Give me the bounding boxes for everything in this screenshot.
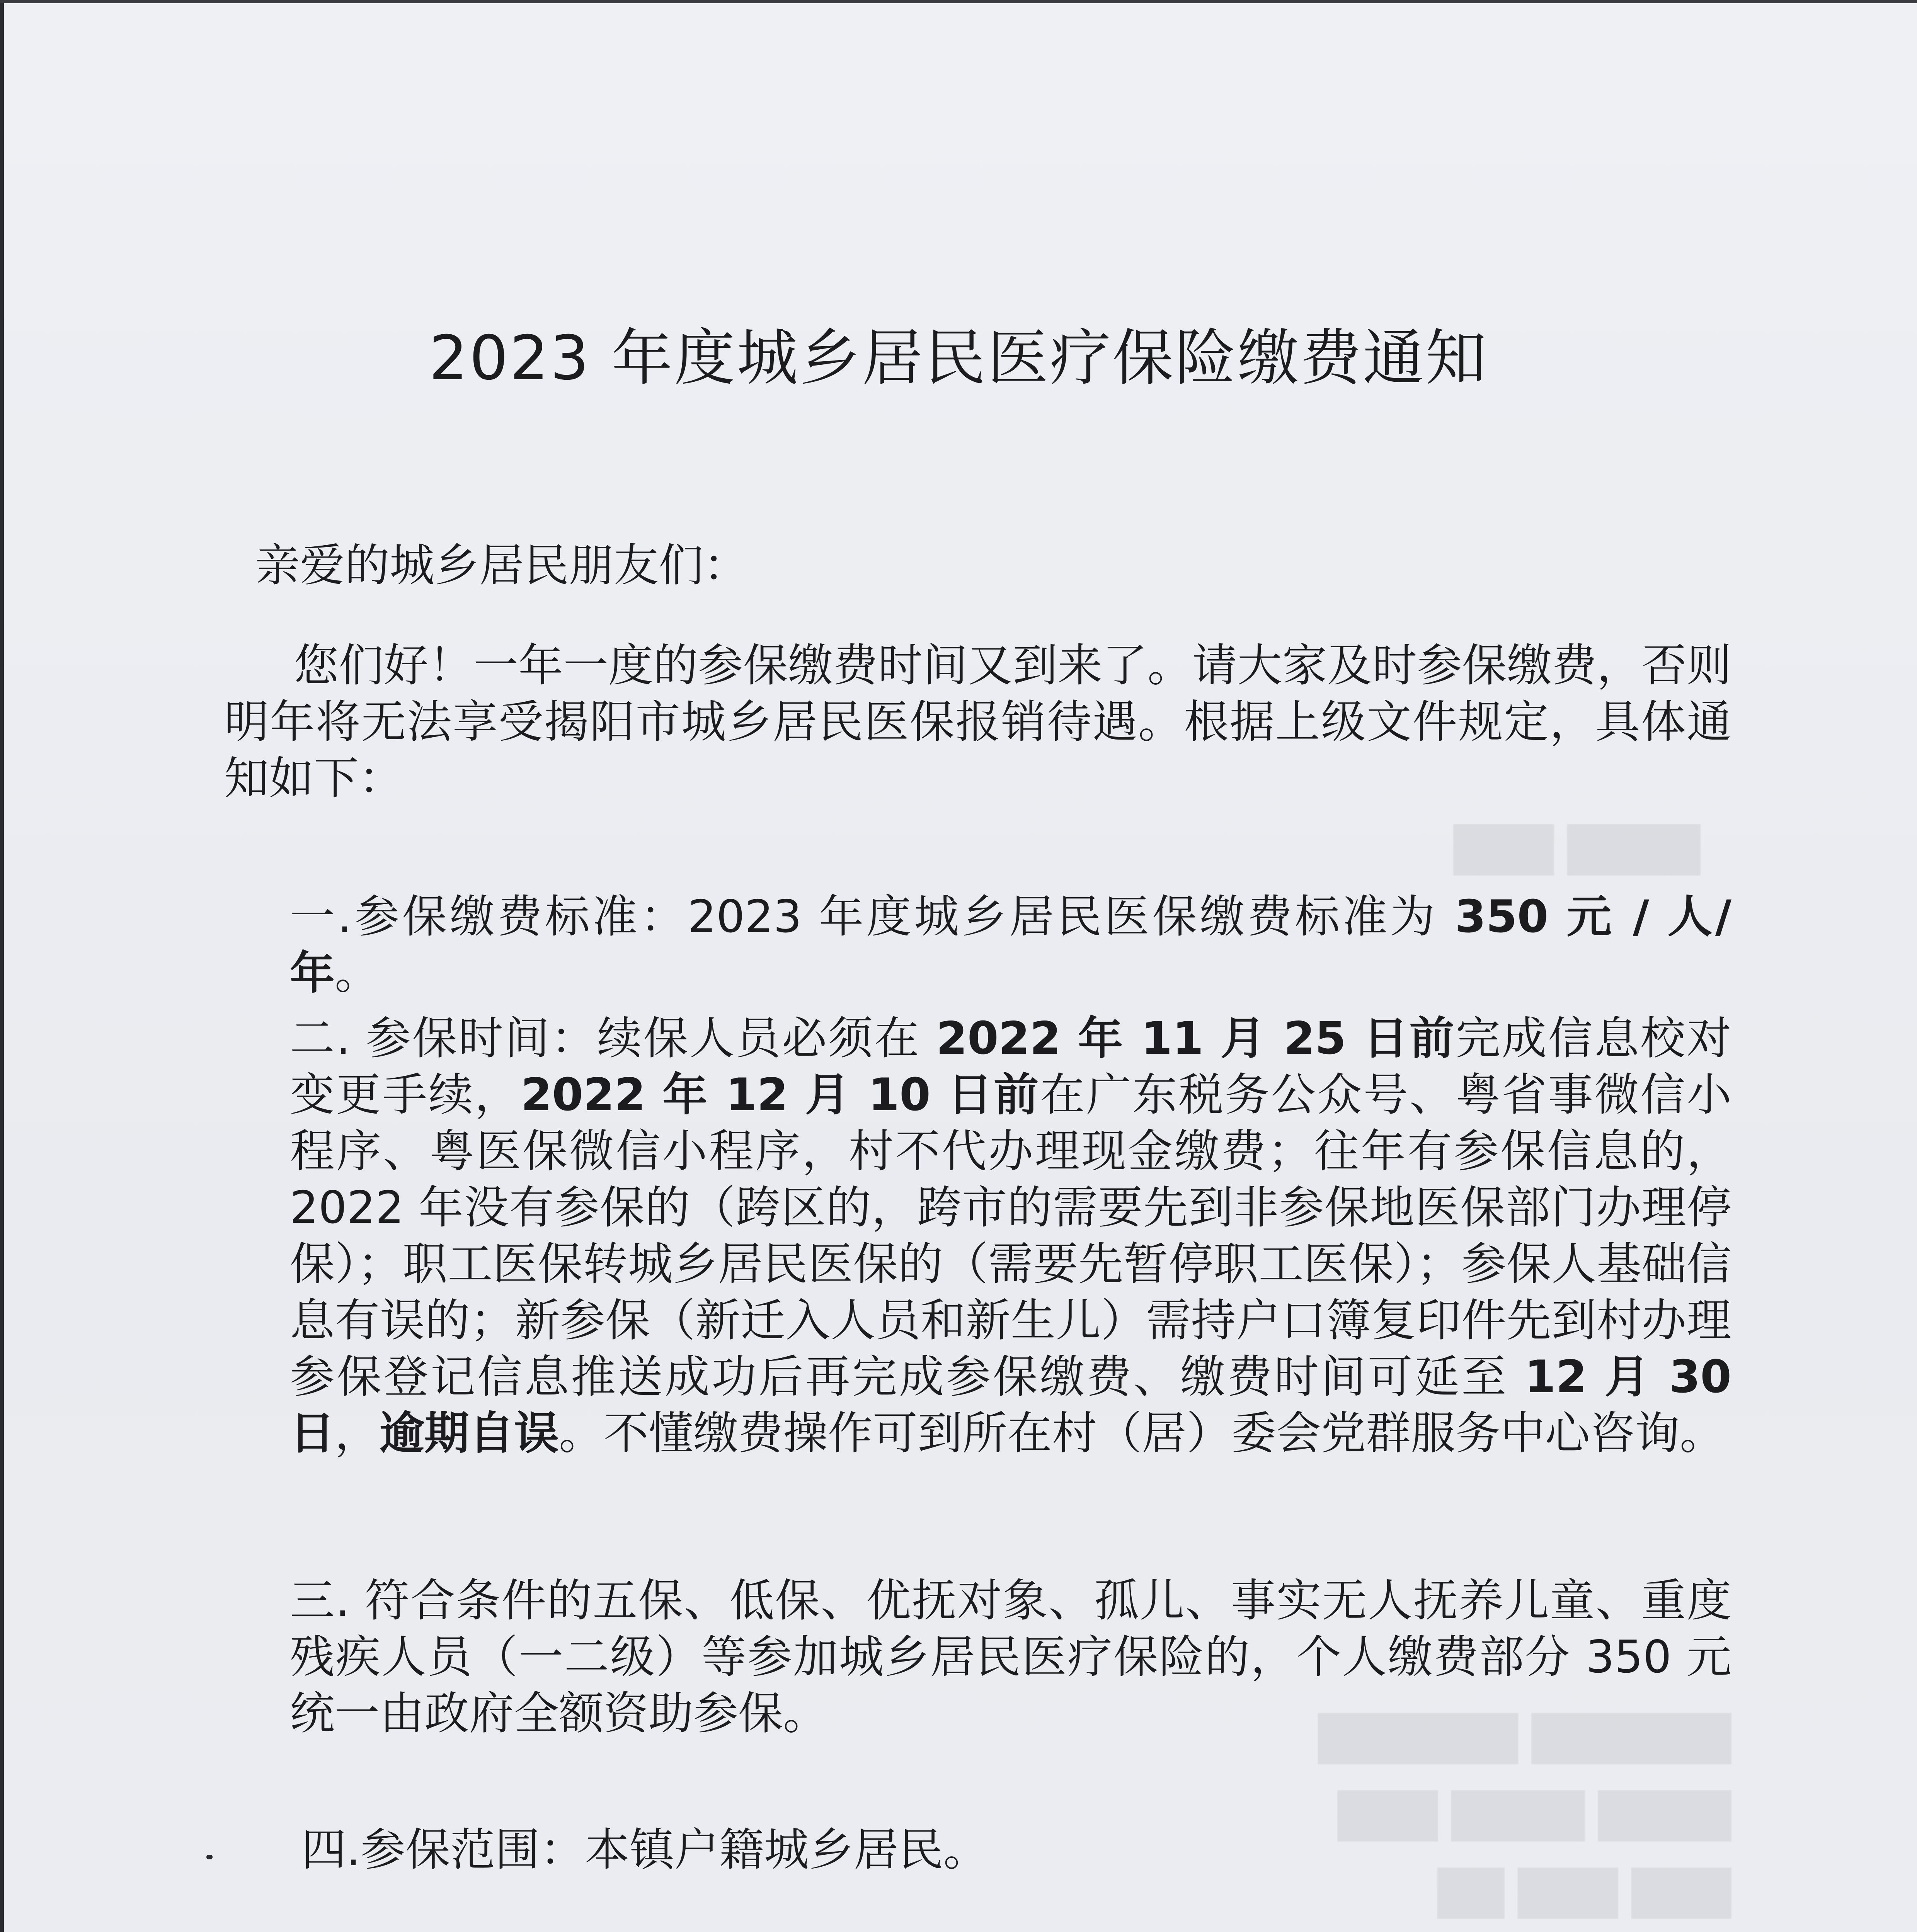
scan-edge-top: [0, 0, 1917, 3]
item-2-enrollment-time: [290, 1010, 1731, 1462]
greeting: 亲爱的城乡居民朋友们：: [255, 539, 748, 592]
item-2-seg-2: 完成信息校对变更手续，: [290, 1012, 1731, 1121]
scan-edge-left: [0, 0, 4, 1932]
intro-paragraph: 您们好！一年一度的参保缴费时间又到来了。请大家及时参保缴费，否则明年将无法享受揭阳市城乡居民医保报销待遇。根据上级文件规定，具体通知如下：: [224, 639, 1731, 804]
item-2-seg-3: 在广东税务公众号、粤省事微信小程序、粤医保微信小程序，村不代办理现金缴费；往年有参保信息的，2022 年没有参保的（跨区的，跨市的需要先到非参保地医保部门办理停保）；职工医保转城乡居民医保的（需要先暂停职工医保）；参保人基础信息有误的；新参保（新迁入人员和新生儿）需持户口簿复印件先到村办理参保登记信息推送成功后再完成参保缴费、缴费时间可延至: [290, 1069, 1732, 1403]
item-2-deadline-2: 2022 年 12 月 10 日前: [521, 1069, 1040, 1121]
item-4-coverage-scope: 四.参保范围：本镇户籍城乡居民。: [301, 1824, 988, 1876]
show-through-text: ████ ███: [1454, 825, 1701, 875]
item-2-deadline-1: 2022 年 11 月 25 日前: [936, 1012, 1456, 1065]
item-2-deadline-3: 12 月 30 日: [290, 1351, 1731, 1459]
item-1-text: 一.参保缴费标准：2023 年度城乡居民医保缴费标准为: [290, 891, 1455, 943]
item-1-payment-standard: [290, 889, 1731, 1002]
item-2-seg-4: ，: [335, 1407, 380, 1459]
show-through-text: ██████ ██████ ████ ████ ███ ███ ███ ██: [1318, 1714, 1731, 1918]
item-3-subsidized-groups: 三. 符合条件的五保、低保、优抚对象、孤儿、事实无人抚养儿童、重度残疾人员（一二级）等参加城乡居民医疗保险的，个人缴费部分 350 元统一由政府全额资助参保。: [290, 1575, 1731, 1740]
notice-title: 2023 年度城乡居民医疗保险缴费通知: [429, 323, 1488, 394]
item-2-seg-1: 二. 参保时间：续保人员必须在: [290, 1012, 936, 1065]
item-1-amount: 350 元 / 人/年: [290, 891, 1731, 999]
item-1-end: 。: [335, 947, 380, 999]
item-2-overdue-warning: 逾期自误: [380, 1407, 559, 1459]
stray-mark: [206, 1855, 213, 1859]
item-2-seg-5: 。不懂缴费操作可到所在村（居）委会党群服务中心咨询。: [559, 1407, 1725, 1459]
